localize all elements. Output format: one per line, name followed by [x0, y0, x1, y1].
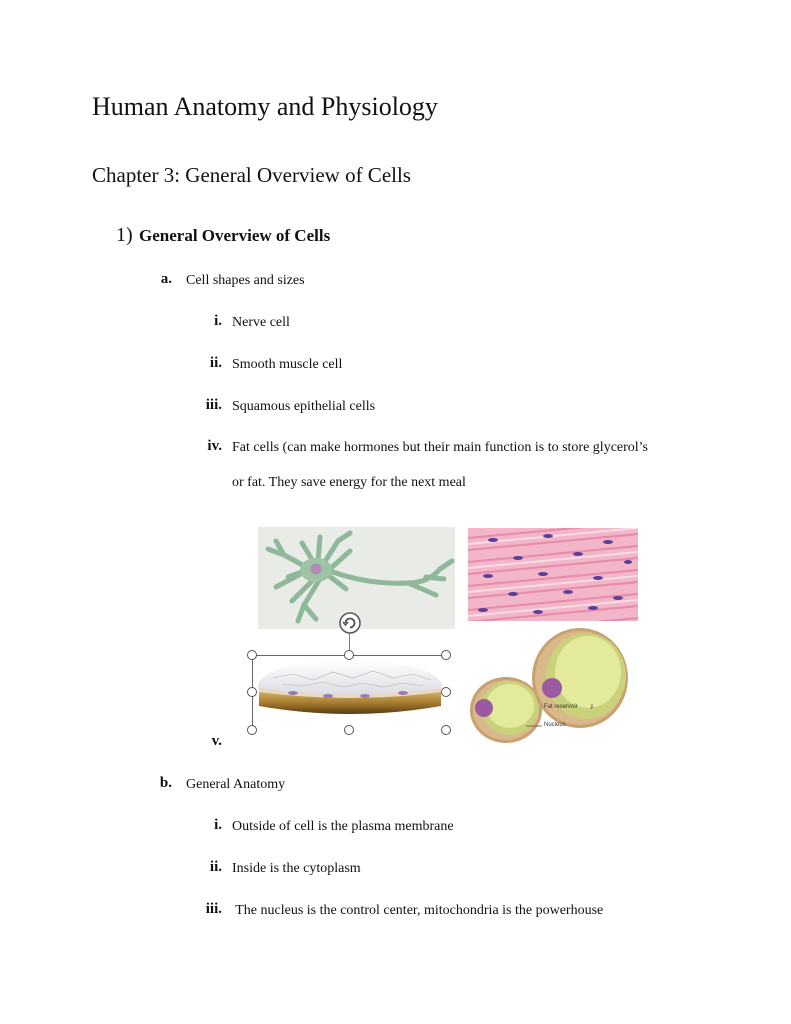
- document-title: Human Anatomy and Physiology: [92, 92, 438, 121]
- item-a-iv-text-continued: or fat. They save energy for the next meal: [232, 475, 466, 490]
- item-b-label: b.: [159, 775, 172, 791]
- item-a-label: a.: [160, 271, 172, 287]
- fat-cells-image: [466, 626, 642, 744]
- fat-reservoir-label: Fat reservoir: [544, 704, 578, 710]
- resize-handle-bottom[interactable]: [344, 725, 354, 735]
- chapter-heading: Chapter 3: General Overview of Cells: [92, 163, 411, 187]
- item-a-ii-label: ii.: [209, 355, 222, 371]
- item-a-iii-label: iii.: [205, 397, 222, 413]
- item-b-i-label: i.: [214, 817, 222, 833]
- item-a-iv-text: Fat cells (can make hormones but their main function is to store glycerol’s: [232, 440, 649, 455]
- item-b-ii-text: Inside is the cytoplasm: [232, 861, 361, 876]
- squamous-epithelium-selection[interactable]: [252, 655, 446, 730]
- item-b-text: General Anatomy: [186, 777, 286, 792]
- resize-handle-bottom-left[interactable]: [247, 725, 257, 735]
- section-title: General Overview of Cells: [139, 226, 331, 245]
- item-b-ii-label: ii.: [209, 859, 222, 875]
- item-b-iii-text: The nucleus is the control center, mitochondria is the powerhouse: [232, 903, 604, 918]
- item-a-text: Cell shapes and sizes: [186, 273, 305, 288]
- item-a-i-label: i.: [214, 313, 222, 329]
- item-a-iv-label: iv.: [207, 438, 222, 454]
- resize-handle-top[interactable]: [344, 650, 354, 660]
- nucleus-label: Nucleus: [544, 722, 566, 728]
- resize-handle-top-left[interactable]: [247, 650, 257, 660]
- item-a-i-text: Nerve cell: [232, 315, 290, 330]
- item-a-ii-text: Smooth muscle cell: [232, 357, 343, 372]
- item-b-i-text: Outside of cell is the plasma membrane: [232, 819, 454, 834]
- resize-handle-bottom-right[interactable]: [441, 725, 451, 735]
- resize-handle-right[interactable]: [441, 687, 451, 697]
- smooth-muscle-image: [468, 528, 638, 621]
- item-a-iii-text: Squamous epithelial cells: [232, 399, 376, 414]
- section-number: 1): [116, 224, 133, 246]
- rotate-handle-icon[interactable]: [338, 611, 362, 635]
- item-b-iii-label: iii.: [205, 901, 222, 917]
- item-a-v-label: v.: [211, 733, 222, 749]
- resize-handle-top-right[interactable]: [441, 650, 451, 660]
- resize-handle-left[interactable]: [247, 687, 257, 697]
